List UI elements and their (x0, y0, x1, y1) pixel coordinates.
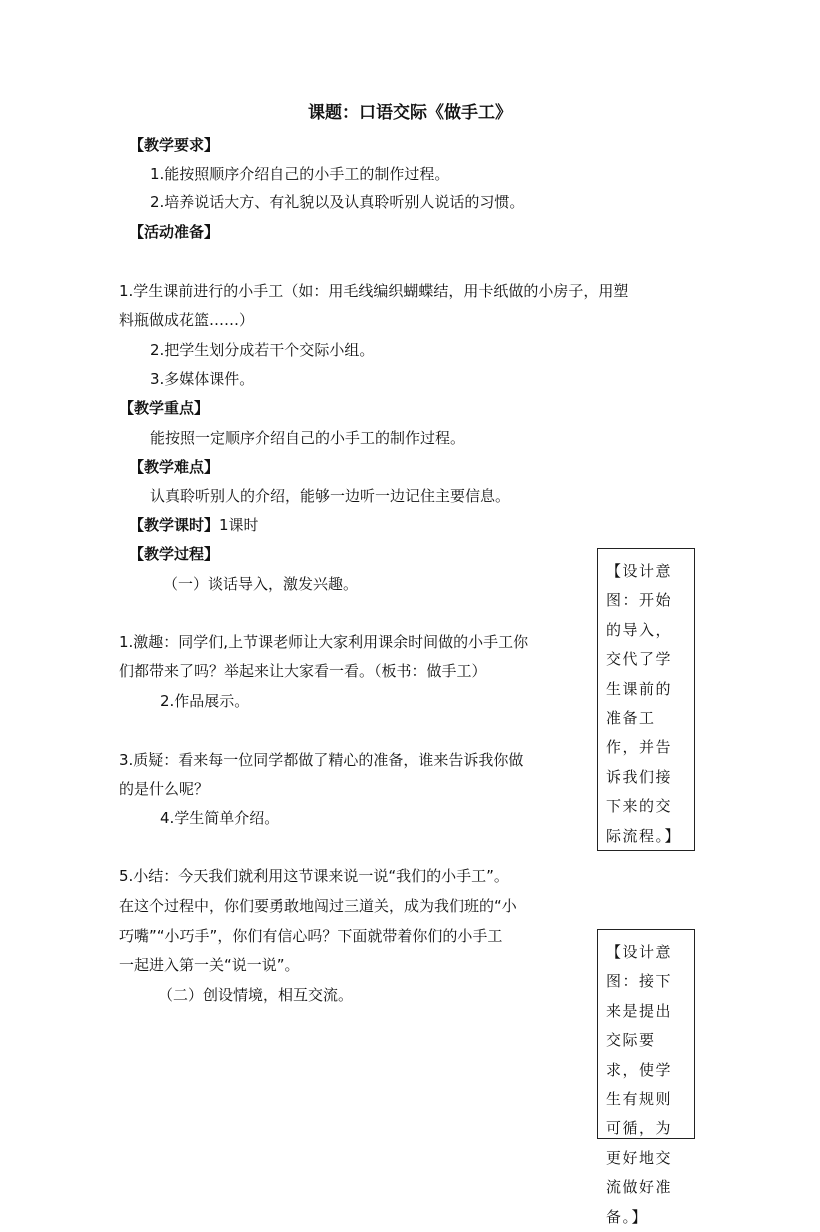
requirement-item: 2.培养说话大方、有礼貌以及认真聆听别人说话的习惯。 (150, 193, 525, 211)
process-step5-line4: 一起进入第一关“说一说”。 (119, 956, 300, 974)
design-intent-note-1: 【设计意图：开始的导入，交代了学生课前的准备工作，并告诉我们接下来的交际流程。】 (597, 548, 695, 851)
process-step5-line1: 5.小结：今天我们就利用这节课来说一说“我们的小手工”。 (119, 867, 509, 885)
page-title: 课题：口语交际《做手工》 (308, 103, 512, 123)
design-intent-note-2: 【设计意图：接下来是提出交际要求，使学生有规则可循，为更好地交流做好准备。】 (597, 929, 695, 1139)
process-step1-line1: 1.激趣：同学们,上节课老师让大家利用课余时间做的小手工你 (119, 633, 529, 651)
teaching-focus-heading: 【教学重点】 (119, 399, 210, 417)
process-step4: 4.学生简单介绍。 (160, 809, 280, 827)
process-step5-line2: 在这个过程中，你们要勇敢地闯过三道关，成为我们班的“小 (119, 897, 517, 915)
teaching-difficulty-heading: 【教学难点】 (129, 458, 220, 476)
process-part2-title: （二）创设情境，相互交流。 (158, 986, 354, 1004)
teaching-process-heading: 【教学过程】 (129, 545, 220, 563)
teaching-hours-heading: 【教学课时】 (129, 516, 220, 534)
process-step1-line2: 们都带来了吗？举起来让大家看一看。（板书：做手工） (119, 662, 487, 680)
prep-item-2: 2.把学生划分成若干个交际小组。 (150, 341, 375, 359)
process-step3-line1: 3.质疑：看来每一位同学都做了精心的准备，谁来告诉我你做 (119, 751, 524, 769)
teaching-difficulty-text: 认真聆听别人的介绍，能够一边听一边记住主要信息。 (150, 487, 511, 505)
process-step2: 2.作品展示。 (160, 692, 250, 710)
prep-item-1-line2: 料瓶做成花篮……） (119, 311, 255, 329)
teaching-focus-text: 能按照一定顺序介绍自己的小手工的制作过程。 (150, 429, 466, 447)
prep-item-1-line1: 1.学生课前进行的小手工（如：用毛线编织蝴蝶结，用卡纸做的小房子，用塑 (119, 282, 629, 300)
process-step5-line3: 巧嘴”“小巧手”，你们有信心吗？下面就带着你们的小手工 (119, 927, 503, 945)
prep-item-3: 3.多媒体课件。 (150, 370, 255, 388)
teaching-requirements-heading: 【教学要求】 (129, 136, 220, 154)
activity-prep-heading: 【活动准备】 (129, 223, 220, 241)
process-step3-line2: 的是什么呢？ (119, 780, 210, 798)
process-part1-title: （一）谈话导入，激发兴趣。 (163, 575, 359, 593)
teaching-hours-value: 1课时 (219, 516, 259, 534)
requirement-item: 1.能按照顺序介绍自己的小手工的制作过程。 (150, 165, 450, 183)
teaching-hours (129, 515, 259, 535)
